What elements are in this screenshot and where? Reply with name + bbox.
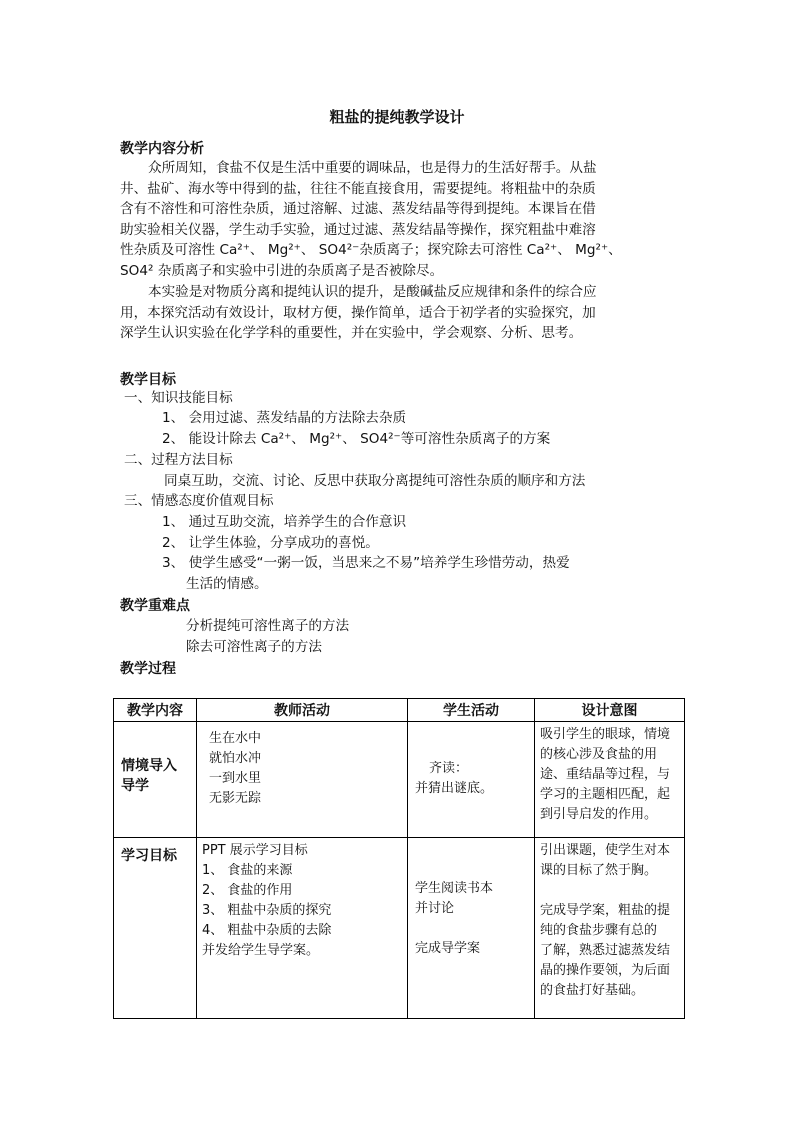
cell-line: 无影无踪 — [209, 791, 262, 806]
row1-intent — [535, 722, 685, 838]
row1-teacher — [197, 722, 408, 838]
para1-line: SO4² 杂质离子和实验中引进的杂质离子是否被除尽。 — [120, 262, 444, 279]
cell-line: PPT 展示学习目标 — [202, 843, 308, 858]
para1-line: 助实验相关仪器，学生动手实验，通过过滤、蒸发结晶等操作，探究粗盐中难溶 — [120, 221, 596, 238]
objective-item: 2、 能设计除去 Ca²⁺、 Mg²⁺、 SO4²⁻等可溶性杂质离子的方案 — [162, 431, 551, 447]
para2-line: 深学生认识实验在化学学科的重要性，并在实验中，学会观察、分析、思考。 — [120, 325, 583, 342]
cell-line: 1、 食盐的来源 — [202, 863, 293, 878]
cell-line: 导学 — [121, 778, 149, 794]
cell-line: 学习的主题相匹配，起 — [540, 787, 671, 802]
cell-line: 情境导入 — [121, 758, 177, 774]
para1-line: 性杂质及可溶性 Ca²⁺、 Mg²⁺、 SO4²⁻杂质离子；探究除去可溶性 Ca²⁺、 Mg²⁺、 — [120, 242, 622, 259]
cell-line: 的核心涉及食盐的用 — [540, 747, 658, 762]
cell-line: 课的目标了然于胸。 — [540, 863, 658, 878]
section-heading-objectives: 教学目标 — [120, 372, 176, 388]
cell-line: 吸引学生的眼球，情境 — [540, 727, 671, 742]
cell-line: 晶的操作要领，为后面 — [540, 963, 671, 978]
row2-teacher — [197, 838, 408, 1019]
cell-line: 并讨论 — [415, 901, 455, 916]
para1-line: 井、盐矿、海水等中得到的盐，往往不能直接食用，需要提纯。将粗盐中的杂质 — [120, 180, 596, 197]
cell-line: 4、 粗盐中杂质的去除 — [202, 923, 332, 938]
cell-line: 完成导学案，粗盐的提 — [540, 903, 671, 918]
cell-line: 完成导学案 — [415, 941, 481, 956]
header-content: 教学内容 — [114, 699, 197, 722]
row2-intent — [535, 838, 685, 1019]
objective-item: 生活的情感。 — [186, 576, 268, 592]
cell-line: 3、 粗盐中杂质的探究 — [202, 903, 332, 918]
key-point-item: 分析提纯可溶性离子的方法 — [186, 618, 350, 634]
cell-line: 学习目标 — [121, 848, 177, 864]
cell-line: 引出课题，使学生对本 — [540, 843, 671, 858]
content-analysis-para2 — [120, 282, 675, 344]
row1-student — [408, 722, 535, 838]
cell-line: 齐读： — [429, 761, 469, 776]
table-row — [114, 838, 685, 1019]
cell-line — [540, 881, 684, 901]
process-table — [113, 698, 685, 1019]
cell-line: 学生阅读书本 — [415, 881, 494, 896]
row2-student — [408, 838, 535, 1019]
objective-item: 三、情感态度价值观目标 — [124, 493, 274, 509]
cell-line — [415, 919, 534, 939]
row1-content — [114, 722, 197, 838]
objective-item: 2、 让学生体验，分享成功的喜悦。 — [162, 535, 379, 551]
para1-line: 众所周知，食盐不仅是生活中重要的调味品，也是得力的生活好帮手。从盐 — [148, 160, 597, 176]
content-analysis-para1 — [120, 158, 675, 282]
objective-item: 1、 通过互助交流，培养学生的合作意识 — [162, 514, 407, 530]
table-row — [114, 722, 685, 838]
cell-line: 并发给学生导学案。 — [202, 943, 320, 958]
section-heading-key-points: 教学重难点 — [120, 598, 190, 614]
objective-item: 3、 使学生感受“一粥一饭，当思来之不易”培养学生珍惜劳动，热爱 — [162, 555, 570, 571]
key-point-item: 除去可溶性离子的方法 — [186, 639, 322, 655]
cell-line: 生在水中 — [209, 731, 262, 746]
objective-item: 同桌互助，交流、讨论、反思中获取分离提纯可溶性杂质的顺序和方法 — [164, 473, 586, 489]
objective-item: 一、知识技能目标 — [124, 390, 233, 406]
para2-line: 用，本探究活动有效设计，取材方便，操作简单，适合于初学者的实验探究，加 — [120, 304, 596, 321]
header-intent: 设计意图 — [535, 699, 685, 722]
cell-line: 途、重结晶等过程，与 — [540, 767, 671, 782]
section-heading-process: 教学过程 — [120, 661, 176, 677]
cell-line: 到引导启发的作用。 — [540, 807, 658, 822]
cell-line: 并猜出谜底。 — [415, 781, 494, 796]
cell-line: 一到水里 — [209, 771, 262, 786]
cell-line: 就怕水冲 — [209, 751, 262, 766]
objective-item: 1、 会用过滤、蒸发结晶的方法除去杂质 — [162, 410, 407, 426]
section-heading-content-analysis: 教学内容分析 — [120, 141, 204, 157]
cell-line: 2、 食盐的作用 — [202, 883, 293, 898]
para2-line: 本实验是对物质分离和提纯认识的提升，是酸碱盐反应规律和条件的综合应 — [148, 284, 597, 300]
table-header-row — [114, 699, 685, 722]
cell-line: 了解，熟悉过滤蒸发结 — [540, 943, 671, 958]
page-title: 粗盐的提纯教学设计 — [329, 108, 465, 126]
cell-line: 的食盐打好基础。 — [540, 983, 645, 998]
objective-item: 二、过程方法目标 — [124, 452, 233, 468]
cell-line: 纯的食盐步骤有总的 — [540, 923, 658, 938]
para1-line: 含有不溶性和可溶性杂质，通过溶解、过滤、蒸发结晶等得到提纯。本课旨在借 — [120, 201, 596, 218]
header-student: 学生活动 — [408, 699, 535, 722]
row2-content — [114, 838, 197, 1019]
header-teacher: 教师活动 — [197, 699, 408, 722]
